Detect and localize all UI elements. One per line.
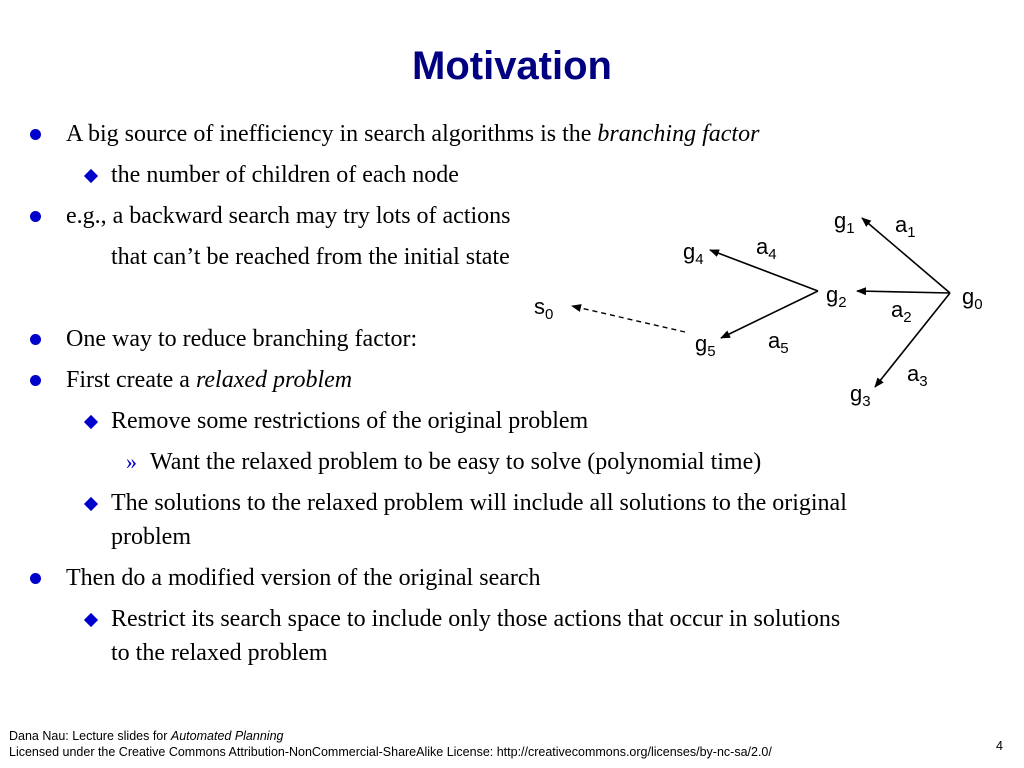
slide-title: Motivation [412, 44, 612, 88]
bullet-4-emphasis: relaxed problem [195, 367, 353, 393]
bullet-5-sub-line-1: Restrict its search space to include only those actions that occur in solutions [111, 606, 841, 632]
node-g4: $g_4$ [683, 239, 704, 268]
footer-license: Licensed under the Creative Commons Attribution-NonCommercial-ShareAlike License: http://creativecommons.org/licenses/by-nc-sa/2.0/ [9, 745, 772, 759]
raquo-bullet-icon: » [126, 449, 137, 474]
bullet-4-sub-2-line-1: The solutions to the relaxed problem will include all solutions to the original [111, 490, 847, 516]
edge-s0-g5-dashed [572, 306, 685, 332]
node-s0: $s_0$ [534, 294, 554, 323]
edge-a2 [857, 291, 950, 293]
bullet-4-sub-2-line-2: problem [111, 524, 191, 550]
node-g1: $g_1$ [834, 208, 855, 237]
bullet-1-emphasis: branching factor [597, 121, 760, 147]
edge-label-a3: $a_3$ [907, 361, 928, 390]
node-g0: $g_0$ [962, 284, 983, 313]
bullet-2-line-2: that can’t be reached from the initial state [111, 244, 510, 270]
edge-label-a2: $a_2$ [891, 297, 912, 326]
node-g5: $g_5$ [695, 331, 716, 360]
bullet-5: Then do a modified version of the original search [66, 565, 541, 591]
edge-label-a4: $a_4$ [756, 234, 777, 263]
node-g2: $g_2$ [826, 282, 847, 311]
bullet-4-text: First create a [66, 367, 196, 393]
bullet-1-sub: the number of children of each node [111, 162, 459, 188]
bullet-4-sub-1-sub: Want the relaxed problem to be easy to solve (polynomial time) [150, 449, 762, 475]
bullet-1-text: A big source of inefficiency in search algorithms is the [66, 121, 598, 147]
bullet-2-line-1: e.g., a backward search may try lots of actions [66, 203, 511, 229]
bullet-3: One way to reduce branching factor: [66, 326, 418, 352]
edge-label-a5: $a_5$ [768, 328, 789, 357]
footer-credit-text: Dana Nau: Lecture slides for [9, 729, 171, 743]
bullet-5-sub-line-2: to the relaxed problem [111, 640, 328, 666]
footer-credit [9, 729, 283, 744]
footer-book-title: Automated Planning [170, 729, 284, 743]
bullet-4-sub-1: Remove some restrictions of the original problem [111, 408, 589, 434]
edge-label-a1: $a_1$ [895, 212, 916, 241]
page-number: 4 [996, 739, 1003, 753]
node-g3: $g_3$ [850, 381, 871, 410]
